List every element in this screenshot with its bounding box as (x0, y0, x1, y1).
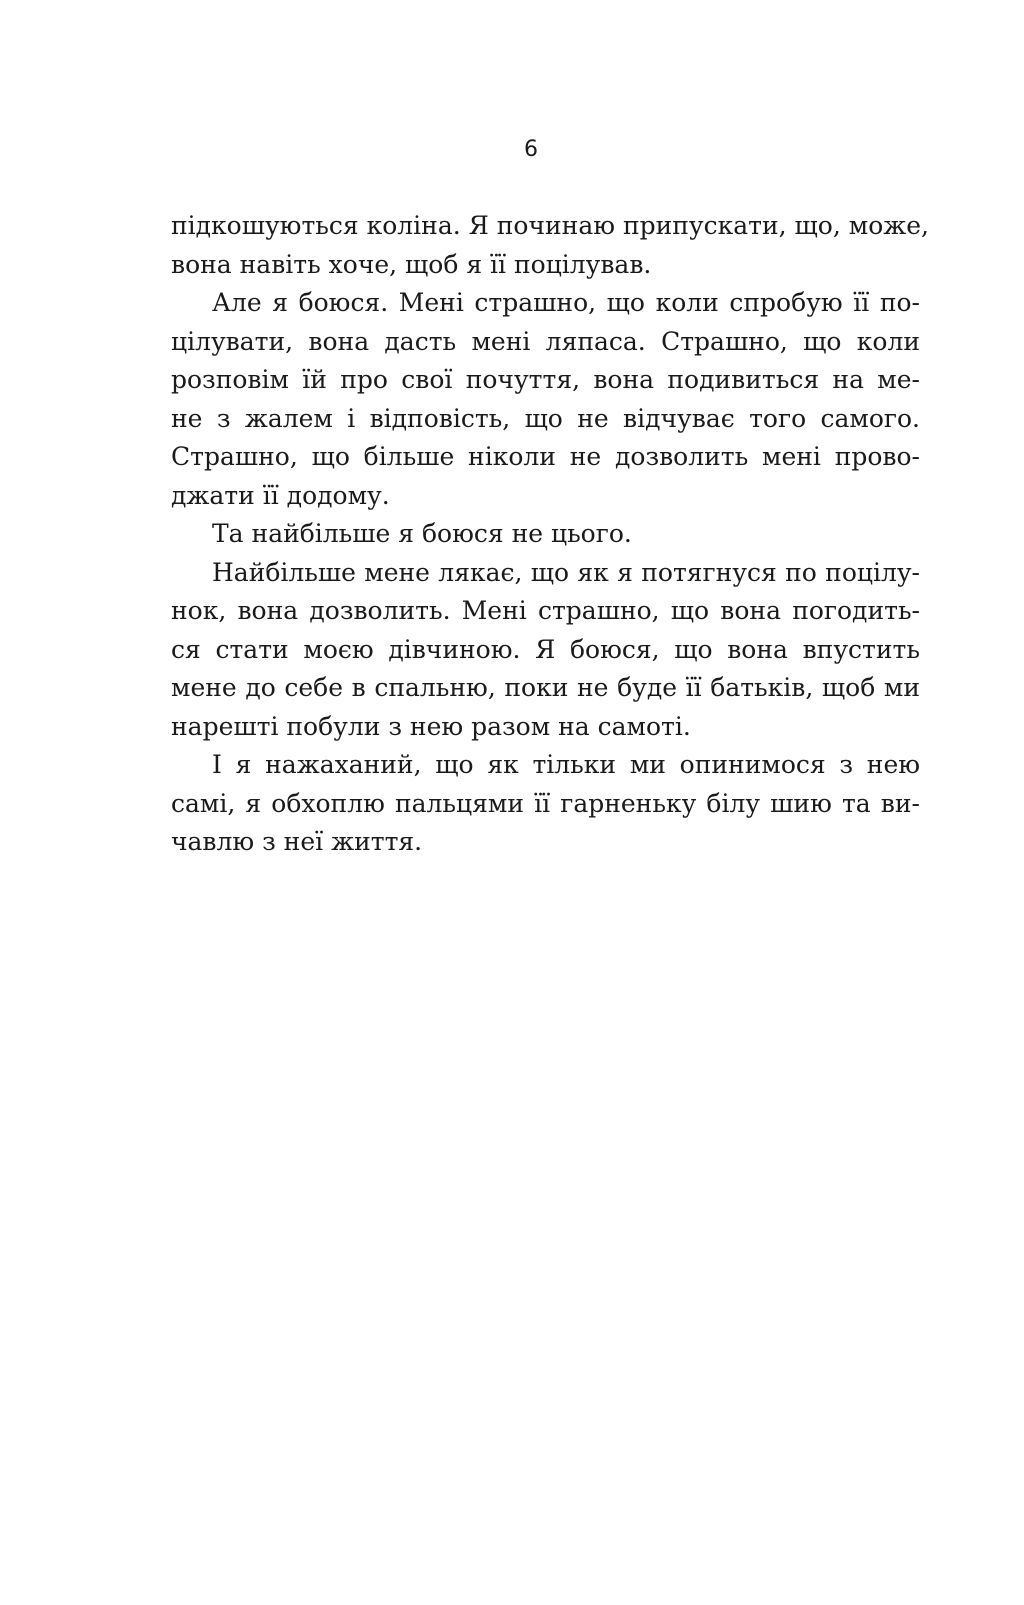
text-line: мене до себе в спальню, поки не буде її батьків, щоб ми (171, 673, 920, 702)
text-line: Страшно, що більше ніколи не дозволить мені прово- (171, 442, 920, 471)
text-line: розповім їй про свої почуття, вона подивиться на ме- (171, 365, 920, 394)
page-number: 6 (524, 137, 538, 162)
text-line: І я нажаханий, що як тільки ми опинимося з нею (212, 750, 920, 779)
text-line: підкошуються коліна. Я починаю припускати, що, може, (171, 211, 929, 240)
text-line: нарешті побули з нею разом на самоті. (171, 711, 691, 741)
body-text (171, 207, 929, 862)
text-line: Та найбільше я боюся не цього. (212, 519, 632, 548)
text-line: джати її додому. (171, 480, 390, 510)
text-line: ся стати моєю дівчиною. Я боюся, що вона впустить (171, 634, 920, 664)
text-line: цілувати, вона дасть мені ляпаса. Страшно, що коли (171, 326, 920, 356)
text-line: Найбільше мене лякає, що як я потягнуся по поцілу- (212, 557, 920, 587)
text-line: вона навіть хоче, щоб я її поцілував. (171, 249, 652, 279)
text-line: Але я боюся. Мені страшно, що коли спробую її по- (212, 288, 920, 317)
text-line: чавлю з неї життя. (171, 827, 423, 856)
text-line: не з жалем і відповість, що не відчуває того самого. (171, 403, 920, 433)
text-line: нок, вона дозволить. Мені страшно, що вона погодить- (171, 596, 920, 625)
text-line: самі, я обхоплю пальцями її гарненьку білу шию та ви- (171, 788, 920, 818)
